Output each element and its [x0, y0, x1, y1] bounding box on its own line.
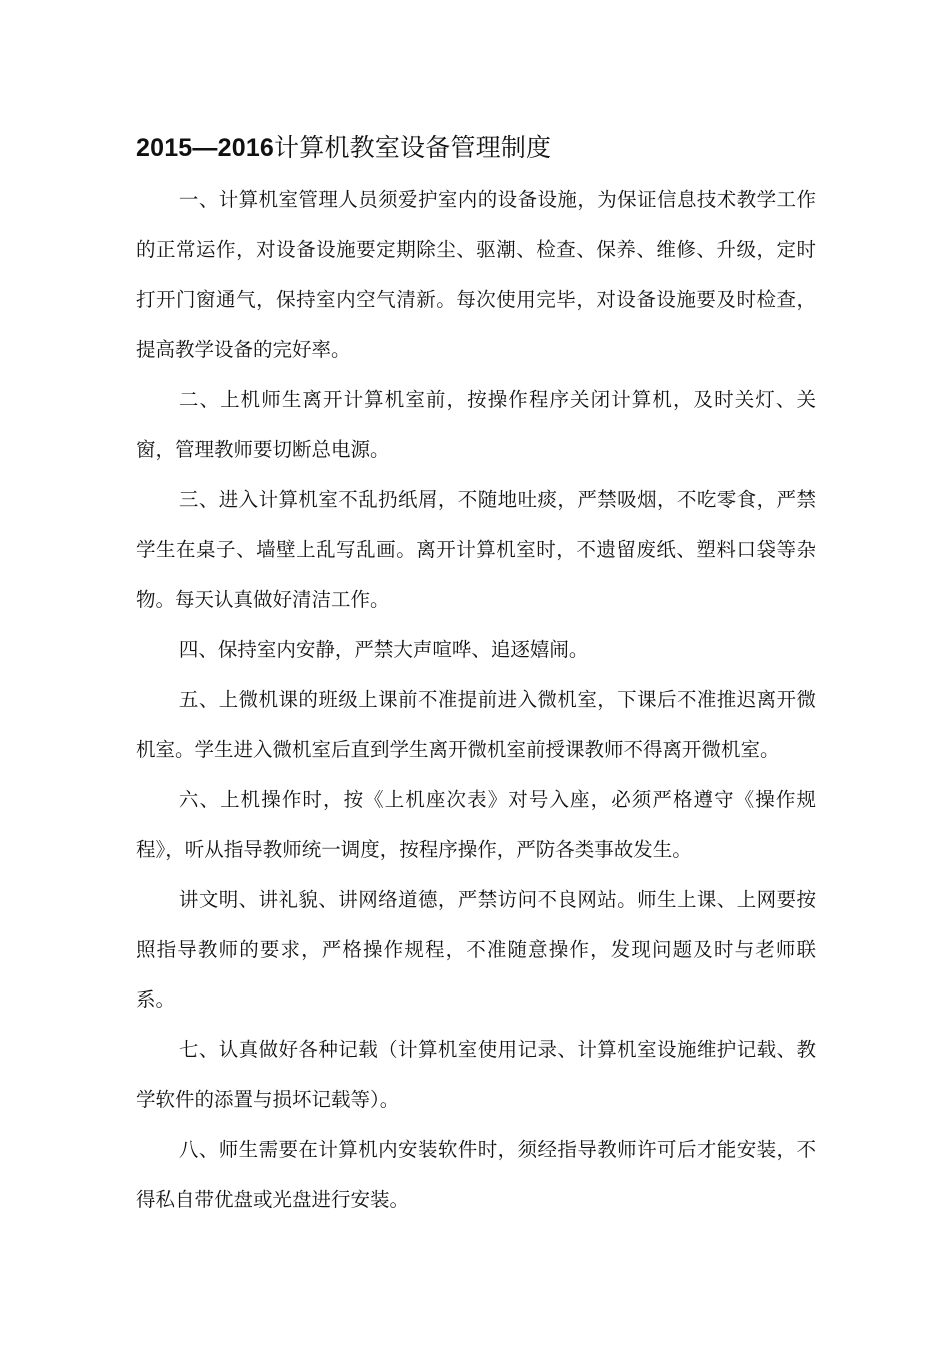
paragraph-3: 三、进入计算机室不乱扔纸屑，不随地吐痰，严禁吸烟，不吃零食，严禁学生在桌子、墙壁上乱写乱画。离开计算机室时，不遗留废纸、塑料口袋等杂物。每天认真做好清洁工作。: [136, 488, 816, 611]
paragraph-8: 七、认真做好各种记载（计算机室使用记录、计算机室设施维护记载、教学软件的添置与损坏记载等）。: [136, 1038, 816, 1111]
paragraph-6: 六、上机操作时，按《上机座次表》对号入座，必须严格遵守《操作规程》，听从指导教师统一调度，按程序操作，严防各类事故发生。: [136, 788, 816, 861]
paragraph-7: 讲文明、讲礼貌、讲网络道德，严禁访问不良网站。师生上课、上网要按照指导教师的要求，严格操作规程，不准随意操作，发现问题及时与老师联系。: [136, 888, 816, 1011]
title-separator: —: [192, 134, 218, 162]
document-title: [136, 128, 816, 168]
document-body: [136, 128, 816, 1225]
paragraph-5: 五、上微机课的班级上课前不准提前进入微机室，下课后不准推迟离开微机室。学生进入微机室后直到学生离开微机室前授课教师不得离开微机室。: [136, 688, 816, 761]
title-year-end: 2016: [217, 134, 275, 162]
paragraph-1: 一、计算机室管理人员须爱护室内的设备设施，为保证信息技术教学工作的正常运作，对设备设施要定期除尘、驱潮、检查、保养、维修、升级，定时打开门窗通气，保持室内空气清新。每次使用完毕，对设备设施要及时检查，提高教学设备的完好率。: [136, 188, 816, 361]
paragraph-9: 八、师生需要在计算机内安装软件时，须经指导教师许可后才能安装，不得私自带优盘或光盘进行安装。: [136, 1138, 816, 1211]
paragraph-4: 四、保持室内安静，严禁大声喧哗、追逐嬉闹。: [178, 638, 589, 661]
title-text: 计算机教室设备管理制度: [274, 133, 552, 162]
title-year-start: 2015: [136, 134, 193, 162]
paragraph-2: 二、上机师生离开计算机室前，按操作程序关闭计算机，及时关灯、关窗，管理教师要切断总电源。: [136, 388, 816, 461]
